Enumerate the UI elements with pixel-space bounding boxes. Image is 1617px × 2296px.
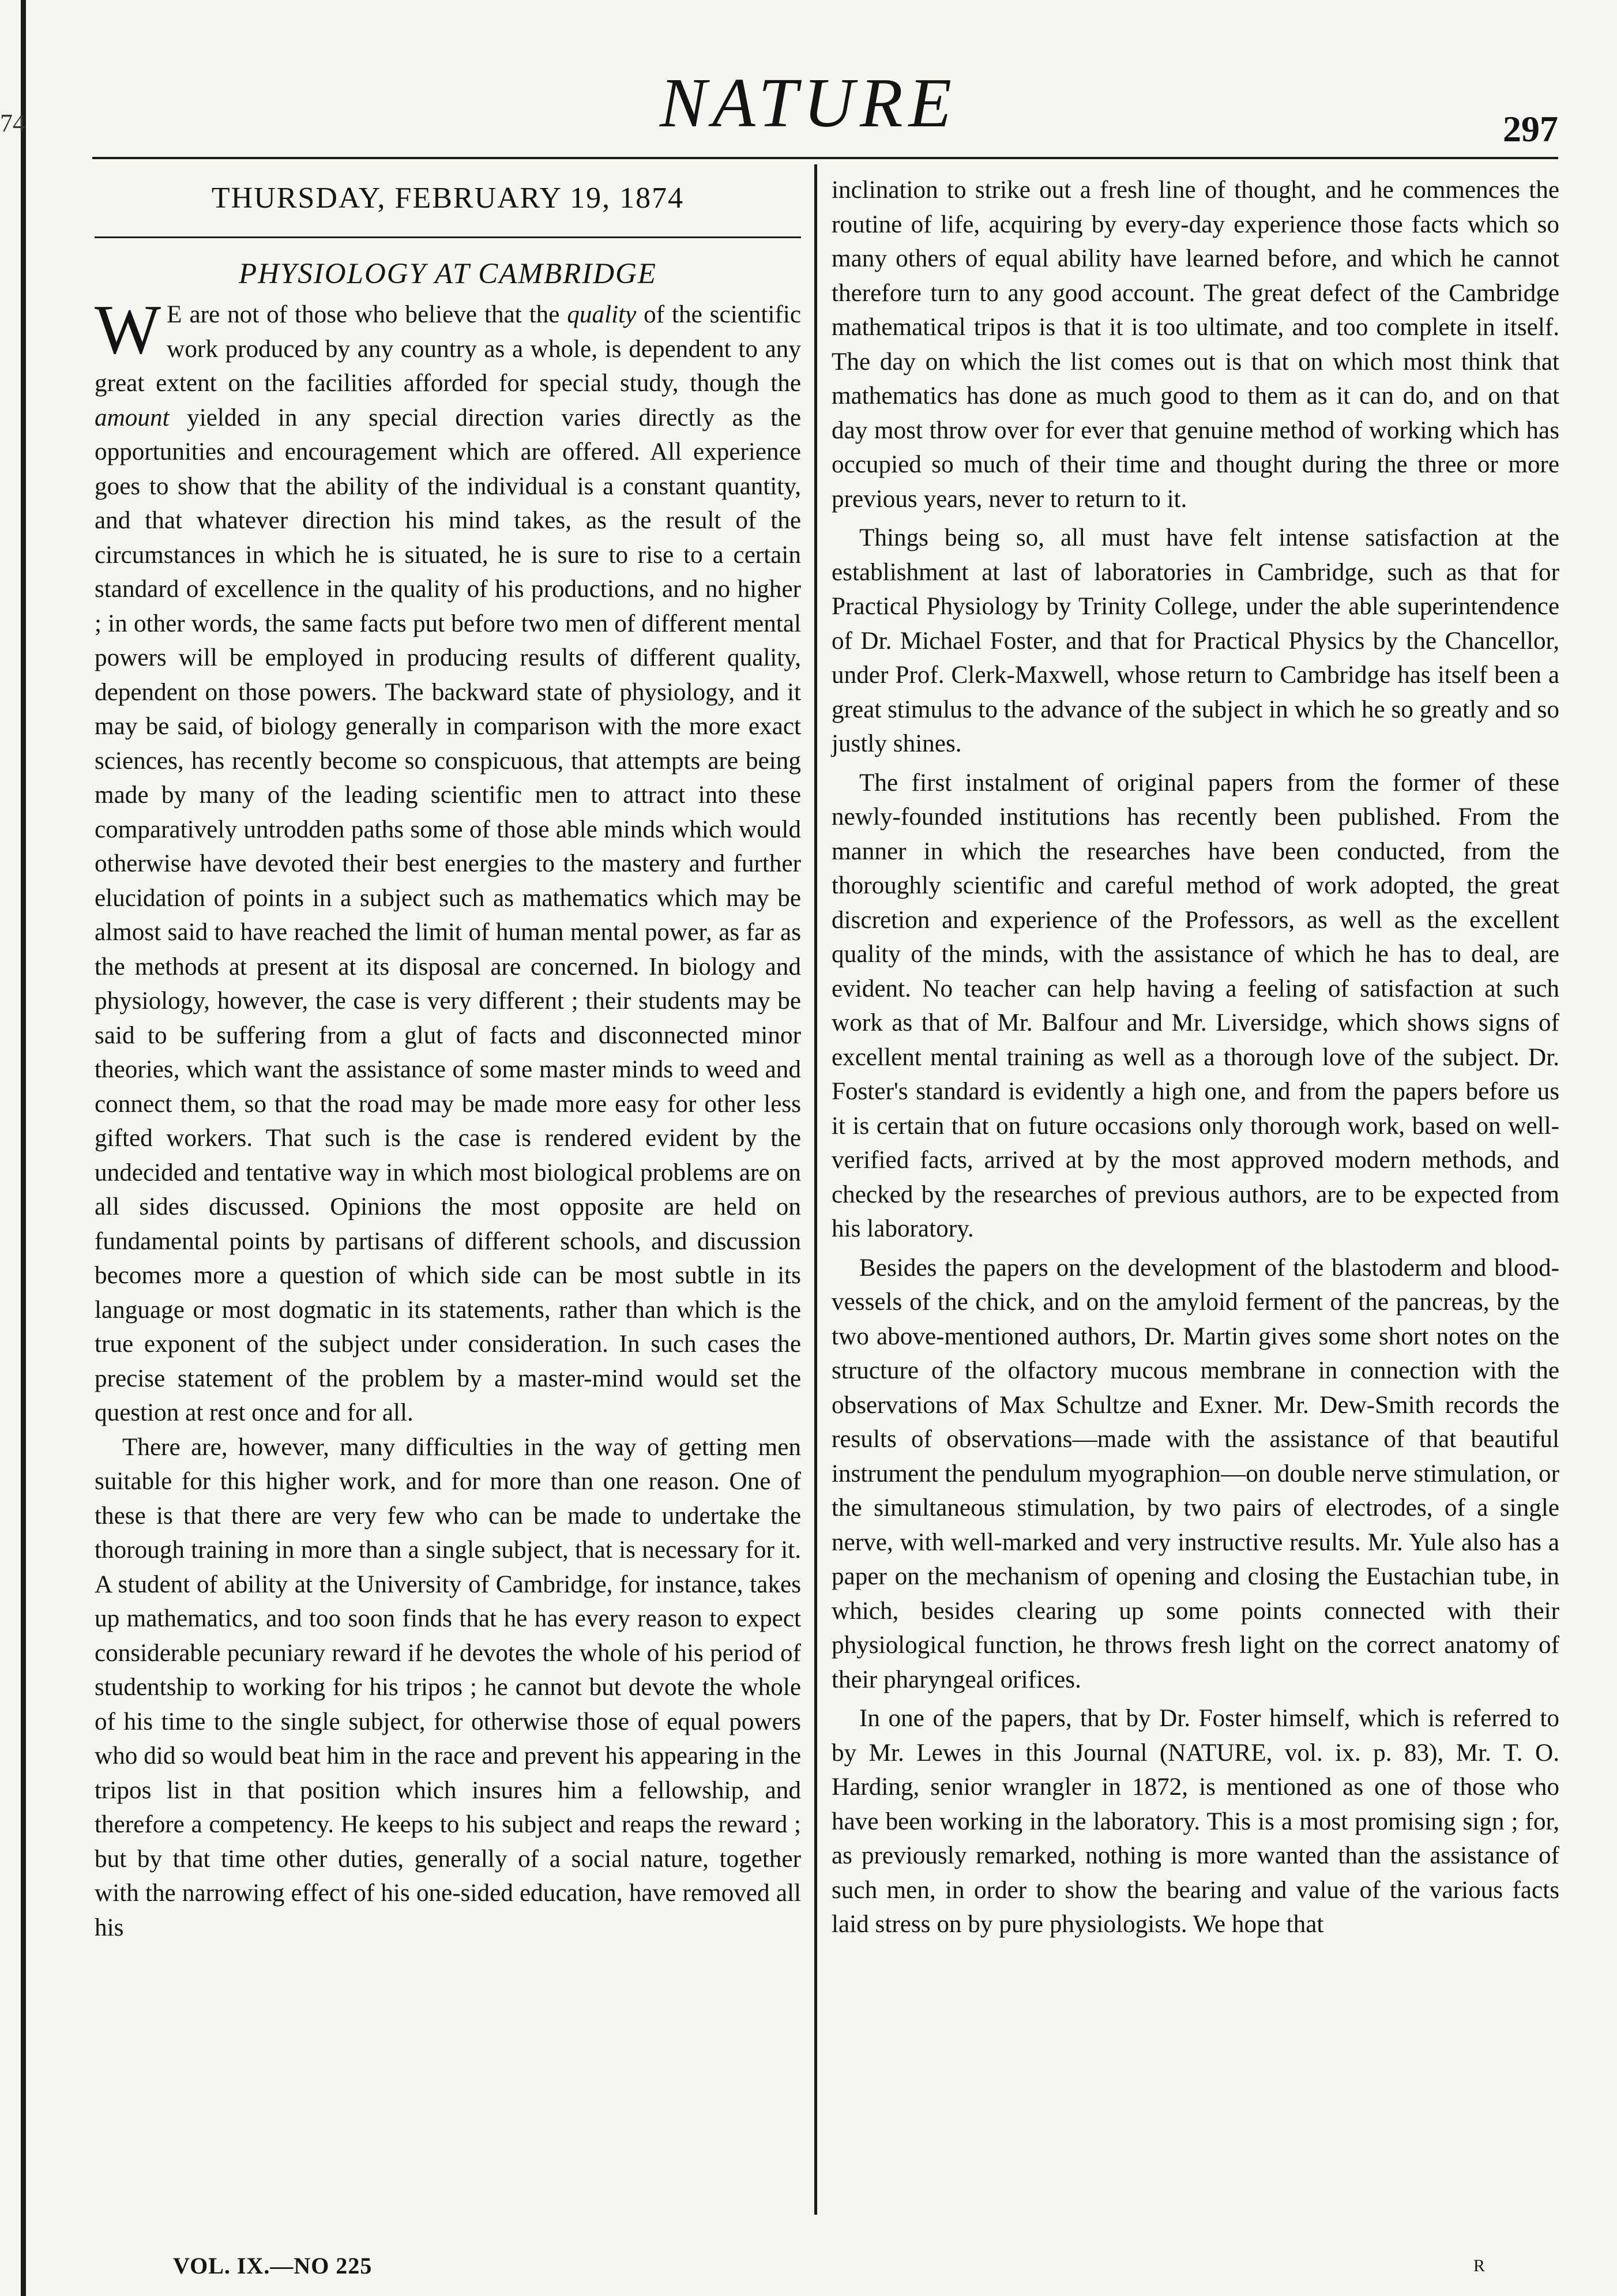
signature-mark: R bbox=[1473, 2256, 1486, 2275]
date-rule bbox=[95, 236, 801, 238]
paragraph-continued: inclination to strike out a fresh line of thought, and he commences the routine of life, acquiring by every-day experience those facts which so many others of equal ability have learned before, and which he cannot therefore turn to any good account. The great defect of the Cambridge mathematical tripos is that it is too ultimate, and too complete in itself. The day on which the list comes out is that on which most think that mathematics has done as much good to them as it can do, and on that day most throw over for ever that genuine method of working which has occupied so much of their time and thought during the three or more previous years, never to return to it. bbox=[832, 176, 1559, 513]
paragraph-1-text-b: of the scientific work produced by any country as a whole, is dependent to any great extent on the facilities afforded for special study, though the bbox=[95, 301, 801, 397]
adjacent-page-bleed bbox=[0, 0, 33, 2296]
issue-date: THURSDAY, FEBRUARY 19, 1874 bbox=[211, 182, 685, 215]
italic-quality: quality bbox=[567, 301, 637, 329]
right-column bbox=[832, 173, 1559, 1942]
article-title: PHYSIOLOGY AT CAMBRIDGE bbox=[238, 258, 657, 290]
header-rule bbox=[92, 157, 1558, 159]
paragraph-2: There are, however, many difficulties in the way of getting men suitable for this higher work, and for more than one reason. One of these is that there are very few who can be made to undertake the thorough training in more than a single subject, that is necessary for it. A student of ability at the University of Cambridge, for instance, takes up mathematics, and too soon finds that he has every reason to expect considerable pecuniary reward if he devotes the whole of his period of studentship to working for his tripos ; he cannot but devote the whole of his time to the single subject, for otherwise those of equal powers who did so would beat him in the race and prevent his appearing in the tripos list in that position which insures him a fellowship, and therefore a competency. He keeps to his subject and reaps the reward ; but by that time other duties, generally of a social nature, together with the narrowing effect of his one-sided education, have removed all his bbox=[95, 1433, 801, 1941]
paragraph-1 bbox=[95, 291, 801, 1430]
paragraph-foster-paper: In one of the papers, that by Dr. Foster himself, which is referred to by Mr. Lewes in this Journal (NATURE, vol. ix. p. 83), Mr. T. O. Harding, senior wrangler in 1872, is mentioned as one of those who have been working in the laboratory. This is a most promising sign ; for, as previously remarked, nothing is more wanted than the assistance of such men, in order to show the bearing and value of the various facts laid stress on by pure physiologists. We hope that bbox=[832, 1705, 1559, 1938]
column-divider bbox=[814, 164, 817, 2215]
page-number: 297 bbox=[1503, 108, 1558, 149]
paragraph-1-text-a: E are not of those who believe that the bbox=[167, 301, 567, 329]
paragraph-besides-papers: Besides the papers on the development of the blastoderm and blood-vessels of the chick, and on the amyloid ferment of the pancreas, by the two above-mentioned authors, Dr. Martin gives some short notes on the structure of the olfactory mucous membrane in connection with the observations of Max Schultze and Exner. Mr. Dew-Smith records the results of observations—made with the assistance of that beautiful instrument the pendulum myographion—on double nerve stimulation, or the simultaneous stimulation, by two pairs of electrodes, of a single nerve, with well-marked and very instructive results. Mr. Yule also has a paper on the mechanism of opening and closing the Eustachian tube, in which, besides clearing up some points connected with their physiological function, he throws fresh light on the correct anatomy of their pharyngeal orifices. bbox=[832, 1254, 1559, 1693]
journal-masthead: NATURE bbox=[659, 64, 958, 142]
italic-amount: amount bbox=[95, 404, 170, 431]
adjacent-page-number: 74 bbox=[0, 109, 25, 137]
drop-cap: W bbox=[95, 291, 161, 369]
paragraph-laboratories: Things being so, all must have felt intense satisfaction at the establishment at last of laboratories in Cambridge, such as that for Practical Physiology by Trinity College, under the able superintendence of Dr. Michael Foster, and that for Practical Physics by the Chancellor, under Prof. Clerk-Maxwell, whose return to Cambridge has itself been a great stimulus to the advance of the subject in which he so greatly and so justly shines. bbox=[832, 524, 1559, 757]
binding-edge bbox=[21, 0, 26, 2296]
paragraph-1-text-c: yielded in any special direction varies directly as the opportunities and encouragement which are offered. All experience goes to show that the ability of the individual is a constant quantity, and that whatever direction his mind takes, as the result of the circumstances in which he is situated, he is sure to rise to a certain standard of excellence in the quality of his productions, and no higher ; in other words, the same facts put before two men of different mental powers will be employed in producing results of different quality, dependent on those powers. The backward state of physiology, and it may be said, of biology generally in comparison with the more exact sciences, has recently become so conspicuous, that attempts are being made by many of the leading scientific men to attract into these comparatively untrodden paths some of those able minds which would otherwise have devoted their best energies to the mastery and further elucidation of points in a subject such as mathematics which may be almost said to have reached the limit of human mental power, as far as the methods at present at its disposal are concerned. In biology and physiology, however, the case is very different ; their students may be said to be suffering from a glut of facts and disconnected minor theories, which want the assistance of some master minds to weed and connect them, so that the road may be made more easy for other less gifted workers. That such is the case is rendered evident by the undecided and tentative way in which most biological problems are on all sides discussed. Opinions the most opposite are held on fundamental points by partisans of different schools, and discussion becomes more a question of which side can be most subtle in its language or most dogmatic in its statements, rather than which is the true exponent of the subject under consideration. In such cases the precise statement of the problem by a master-mind would set the question at rest once and for all. bbox=[95, 404, 801, 1427]
paragraph-first-instalment: The first instalment of original papers from the former of these newly-founded institutions has recently been published. From the manner in which the researches have been conducted, from the thoroughly scientific and careful method of work adopted, the great discretion and experience of the Professors, as well as the excellent quality of the minds, with the assistance of which he has to deal, are evident. No teacher can help having a feeling of satisfaction at such work as that of Mr. Balfour and Mr. Liversidge, which shows signs of excellent mental training as well as a thorough love of the subject. Dr. Foster's standard is evidently a high one, and from the papers before us it is certain that on future occasions only thorough work, based on well-verified facts, arrived at by the most approved modern methods, and checked by the researches of previous authors, are to be expected from his laboratory. bbox=[832, 769, 1559, 1242]
left-column bbox=[95, 173, 801, 1945]
volume-footer: VOL. IX.—NO 225 bbox=[173, 2253, 373, 2279]
